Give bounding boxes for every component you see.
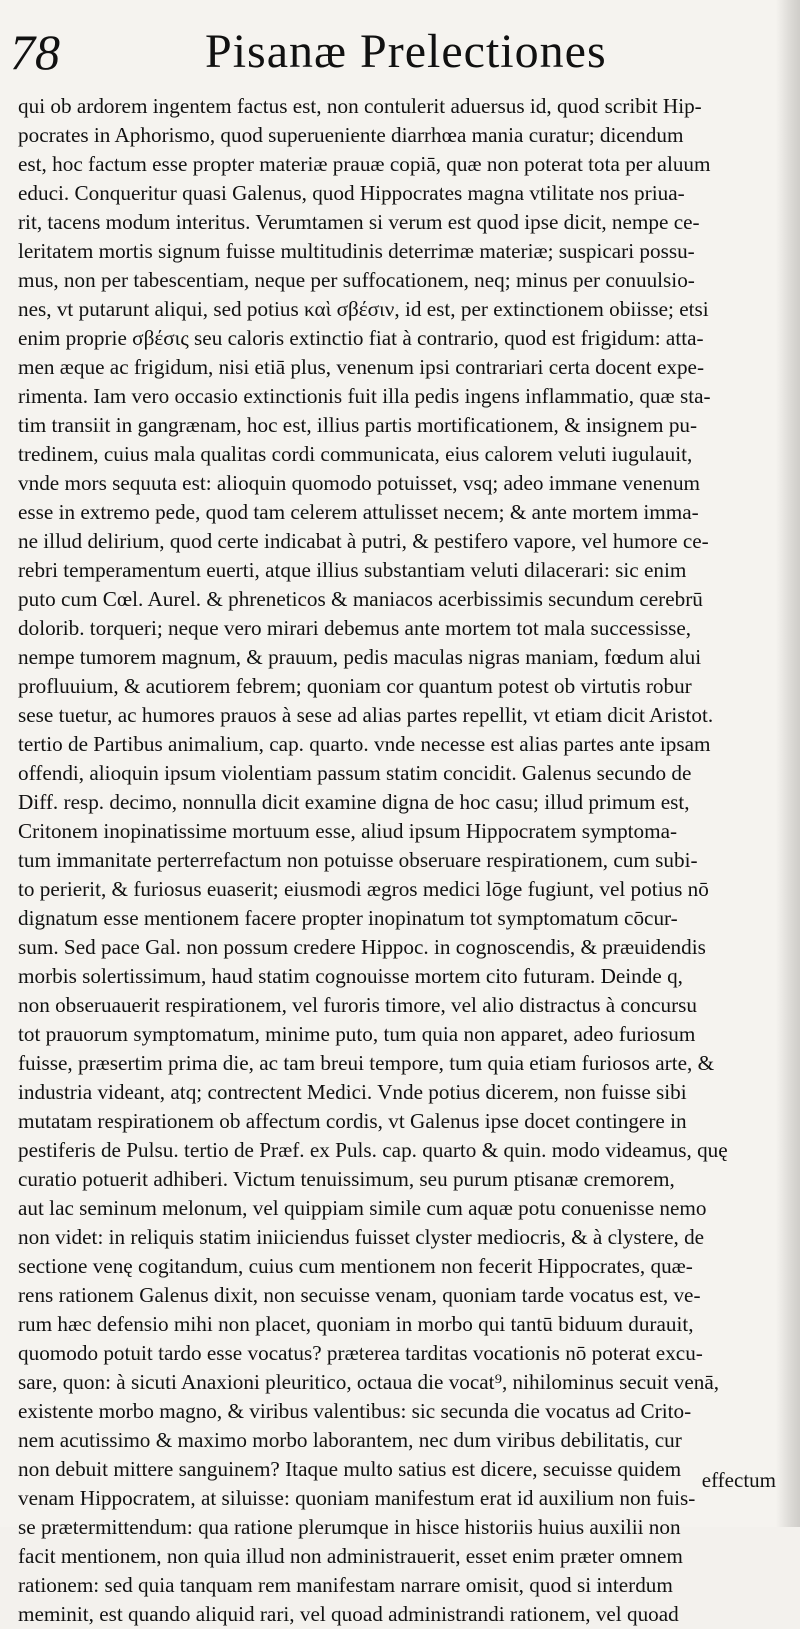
text-line: offendi, alioquin ipsum violentiam passum statim concidit. Galenus secundo de	[18, 761, 692, 785]
text-line: tredinem, cuius mala qualitas cordi communicata, eius calorem veluti iugulauit,	[18, 442, 693, 466]
text-line: tum immanitate perterrefactum non potuisse obseruare respirationem, cum subi-	[18, 848, 698, 872]
text-line: venam Hippocratem, at siluisse: quoniam manifestum erat id auxilium non fuis-	[18, 1486, 696, 1510]
text-line: leritatem mortis signum fuisse multitudinis deterrimæ materiæ; suspicari possu-	[18, 239, 695, 263]
text-line: rebri temperamentum euerti, atque illius substantiam veluti dilacerari: sic enim	[18, 558, 687, 582]
text-line: aut lac seminum melonum, vel quippiam simile cum aquæ potu conuenisse nemo	[18, 1196, 707, 1220]
text-line: industria videant, atq; contrectent Medici. Vnde potius dicerem, non fuisse sibi	[18, 1080, 687, 1104]
text-line: meminit, est quando aliquid rari, vel quoad administrandi rationem, vel quoad	[18, 1602, 679, 1626]
text-line: dignatum esse mentionem facere propter inopinatum tot symptomatum cōcur-	[18, 906, 678, 930]
text-line: profluuium, & acutiorem febrem; quoniam cor quantum potest ob virtutis robur	[18, 674, 692, 698]
text-line: se prætermittendum: qua ratione plerumque in hisce historiis huius auxilii non	[18, 1515, 681, 1539]
text-line: quomodo potuit tardo esse vocatus? præterea tarditas vocationis nō poterat excu-	[18, 1341, 703, 1365]
text-line: sare, quon: à sicuti Anaxioni pleuritico, octaua die vocat⁹, nihilominus secuit venā,	[18, 1370, 720, 1394]
body-text	[0, 92, 782, 1629]
text-line: nem acutissimo & maximo morbo laborantem, nec dum viribus debilitatis, cur	[18, 1428, 682, 1452]
text-line: rimenta. Iam vero occasio extinctionis fuit illa pedis ingens inflammatio, quæ sta-	[18, 384, 711, 408]
page-header	[0, 22, 780, 82]
text-line: rens rationem Galenus dixit, non secuisse venam, quoniam tarde vocatus est, ve-	[18, 1283, 701, 1307]
text-line: Diff. resp. decimo, nonnulla dicit examine digna de hoc casu; illud primum est,	[18, 790, 690, 814]
text-line: pocrates in Aphorismo, quod superueniente diarrhœa mania curatur; dicendum	[18, 123, 684, 147]
text-line: tot prauorum symptomatum, minime puto, tum quia non apparet, adeo furiosum	[18, 1022, 696, 1046]
text-line: to perierit, & furiosus euaserit; eiusmodi ægros medici lōge fugiunt, vel potius nō	[18, 877, 709, 901]
text-line: sectione venę cogitandum, cuius cum mentionem non fecerit Hippocrates, quæ-	[18, 1254, 693, 1278]
text-line: existente morbo magno, & viribus valentibus: sic secunda die vocatus ad Crito-	[18, 1399, 692, 1423]
text-line: sese tuetur, ac humores prauos à sese ad alias partes repellit, vt etiam dicit Aristot.	[18, 703, 714, 727]
text-line: nes, vt putarunt aliqui, sed potius καὶ σβέσιν, id est, per extinctionem obiisse; etsi	[18, 297, 709, 321]
text-line: non videt: in reliquis statim iniiciendus fuisset clyster mediocris, & à clystere, de	[18, 1225, 705, 1249]
text-line: non obseruauerit respirationem, vel furoris timore, vel alio distractus à concursu	[18, 993, 697, 1017]
text-line: non debuit mittere sanguinem? Itaque multo satius est dicere, secuisse quidem	[18, 1457, 682, 1481]
text-line: sum. Sed pace Gal. non possum credere Hippoc. in cognoscendis, & præuidendis	[18, 935, 706, 959]
text-line: enim proprie σβέσις seu caloris extinctio fiat à contrario, quod est frigidum: atta-	[18, 326, 704, 350]
text-line: vnde mors sequuta est: alioquin quomodo potuisset, vsq; adeo immane venenum	[18, 471, 701, 495]
text-line: rationem: sed quia tanquam rem manifestam narrare omisit, quod si interdum	[18, 1573, 673, 1597]
text-line: qui ob ardorem ingentem factus est, non contulerit aduersus id, quod scribit Hip-	[18, 94, 702, 118]
text-line: est, hoc factum esse propter materiæ prauæ copiā, quæ non poterat tota per aluum	[18, 152, 711, 176]
text-line: pestiferis de Pulsu. tertio de Præf. ex Puls. cap. quarto & quin. modo videamus, quę	[18, 1138, 728, 1162]
text-line: esse in extremo pede, quod tam celerem attulisset necem; & ante mortem imma-	[18, 500, 699, 524]
text-line: dolorib. torqueri; neque vero mirari debemus ante mortem tot mala successisse,	[18, 616, 692, 640]
page-number: 78	[10, 24, 60, 80]
text-line: mutatam respirationem ob affectum cordis, vt Galenus ipse docet contingere in	[18, 1109, 687, 1133]
text-line: Critonem inopinatissime mortuum esse, aliud ipsum Hippocratem symptoma-	[18, 819, 678, 843]
text-line: rit, tacens modum interitus. Verumtamen si verum est quod ipse dicit, nempe ce-	[18, 210, 700, 234]
catchword: effectum	[701, 1468, 776, 1492]
text-line: tim transiit in gangrænam, hoc est, illius partis mortificationem, & insignem pu-	[18, 413, 698, 437]
text-line: ne illud delirium, quod certe indicabat à putri, & pestifero vapore, vel humore ce-	[18, 529, 709, 553]
text-line: nempe tumorem magnum, & prauum, pedis maculas nigras maniam, fœdum alui	[18, 645, 702, 669]
text-line: facit mentionem, non quia illud non administrauerit, esset enim præter omnem	[18, 1544, 683, 1568]
text-line: curatio potuerit adhiberi. Victum tenuissimum, seu purum ptisanæ cremorem,	[18, 1167, 675, 1191]
text-line: men æque ac frigidum, nisi etiā plus, venenum ipsi contrariari certa docent expe-	[18, 355, 705, 379]
running-head: Pisanæ Prelectiones	[205, 25, 607, 78]
text-line: morbis solertissimum, haud statim cognouisse mortem cito futuram. Deinde q,	[18, 964, 683, 988]
text-line: fuisse, præsertim prima die, ac tam breui tempore, tum quia etiam furiosos arte, &	[18, 1051, 715, 1075]
text-line: educi. Conqueritur quasi Galenus, quod Hippocrates magna vtilitate nos priua-	[18, 181, 685, 205]
text-line: mus, non per tabescentiam, neque per suffocationem, neq; minus per conuulsio-	[18, 268, 695, 292]
text-line: tertio de Partibus animalium, cap. quarto. vnde necesse est alias partes ante ipsam	[18, 732, 711, 756]
text-line: puto cum Cœl. Aurel. & phreneticos & maniacos acerbissimis secundum cerebrū	[18, 587, 703, 611]
text-line: rum hæc defensio mihi non placet, quoniam in morbo qui tantū biduum durauit,	[18, 1312, 694, 1336]
